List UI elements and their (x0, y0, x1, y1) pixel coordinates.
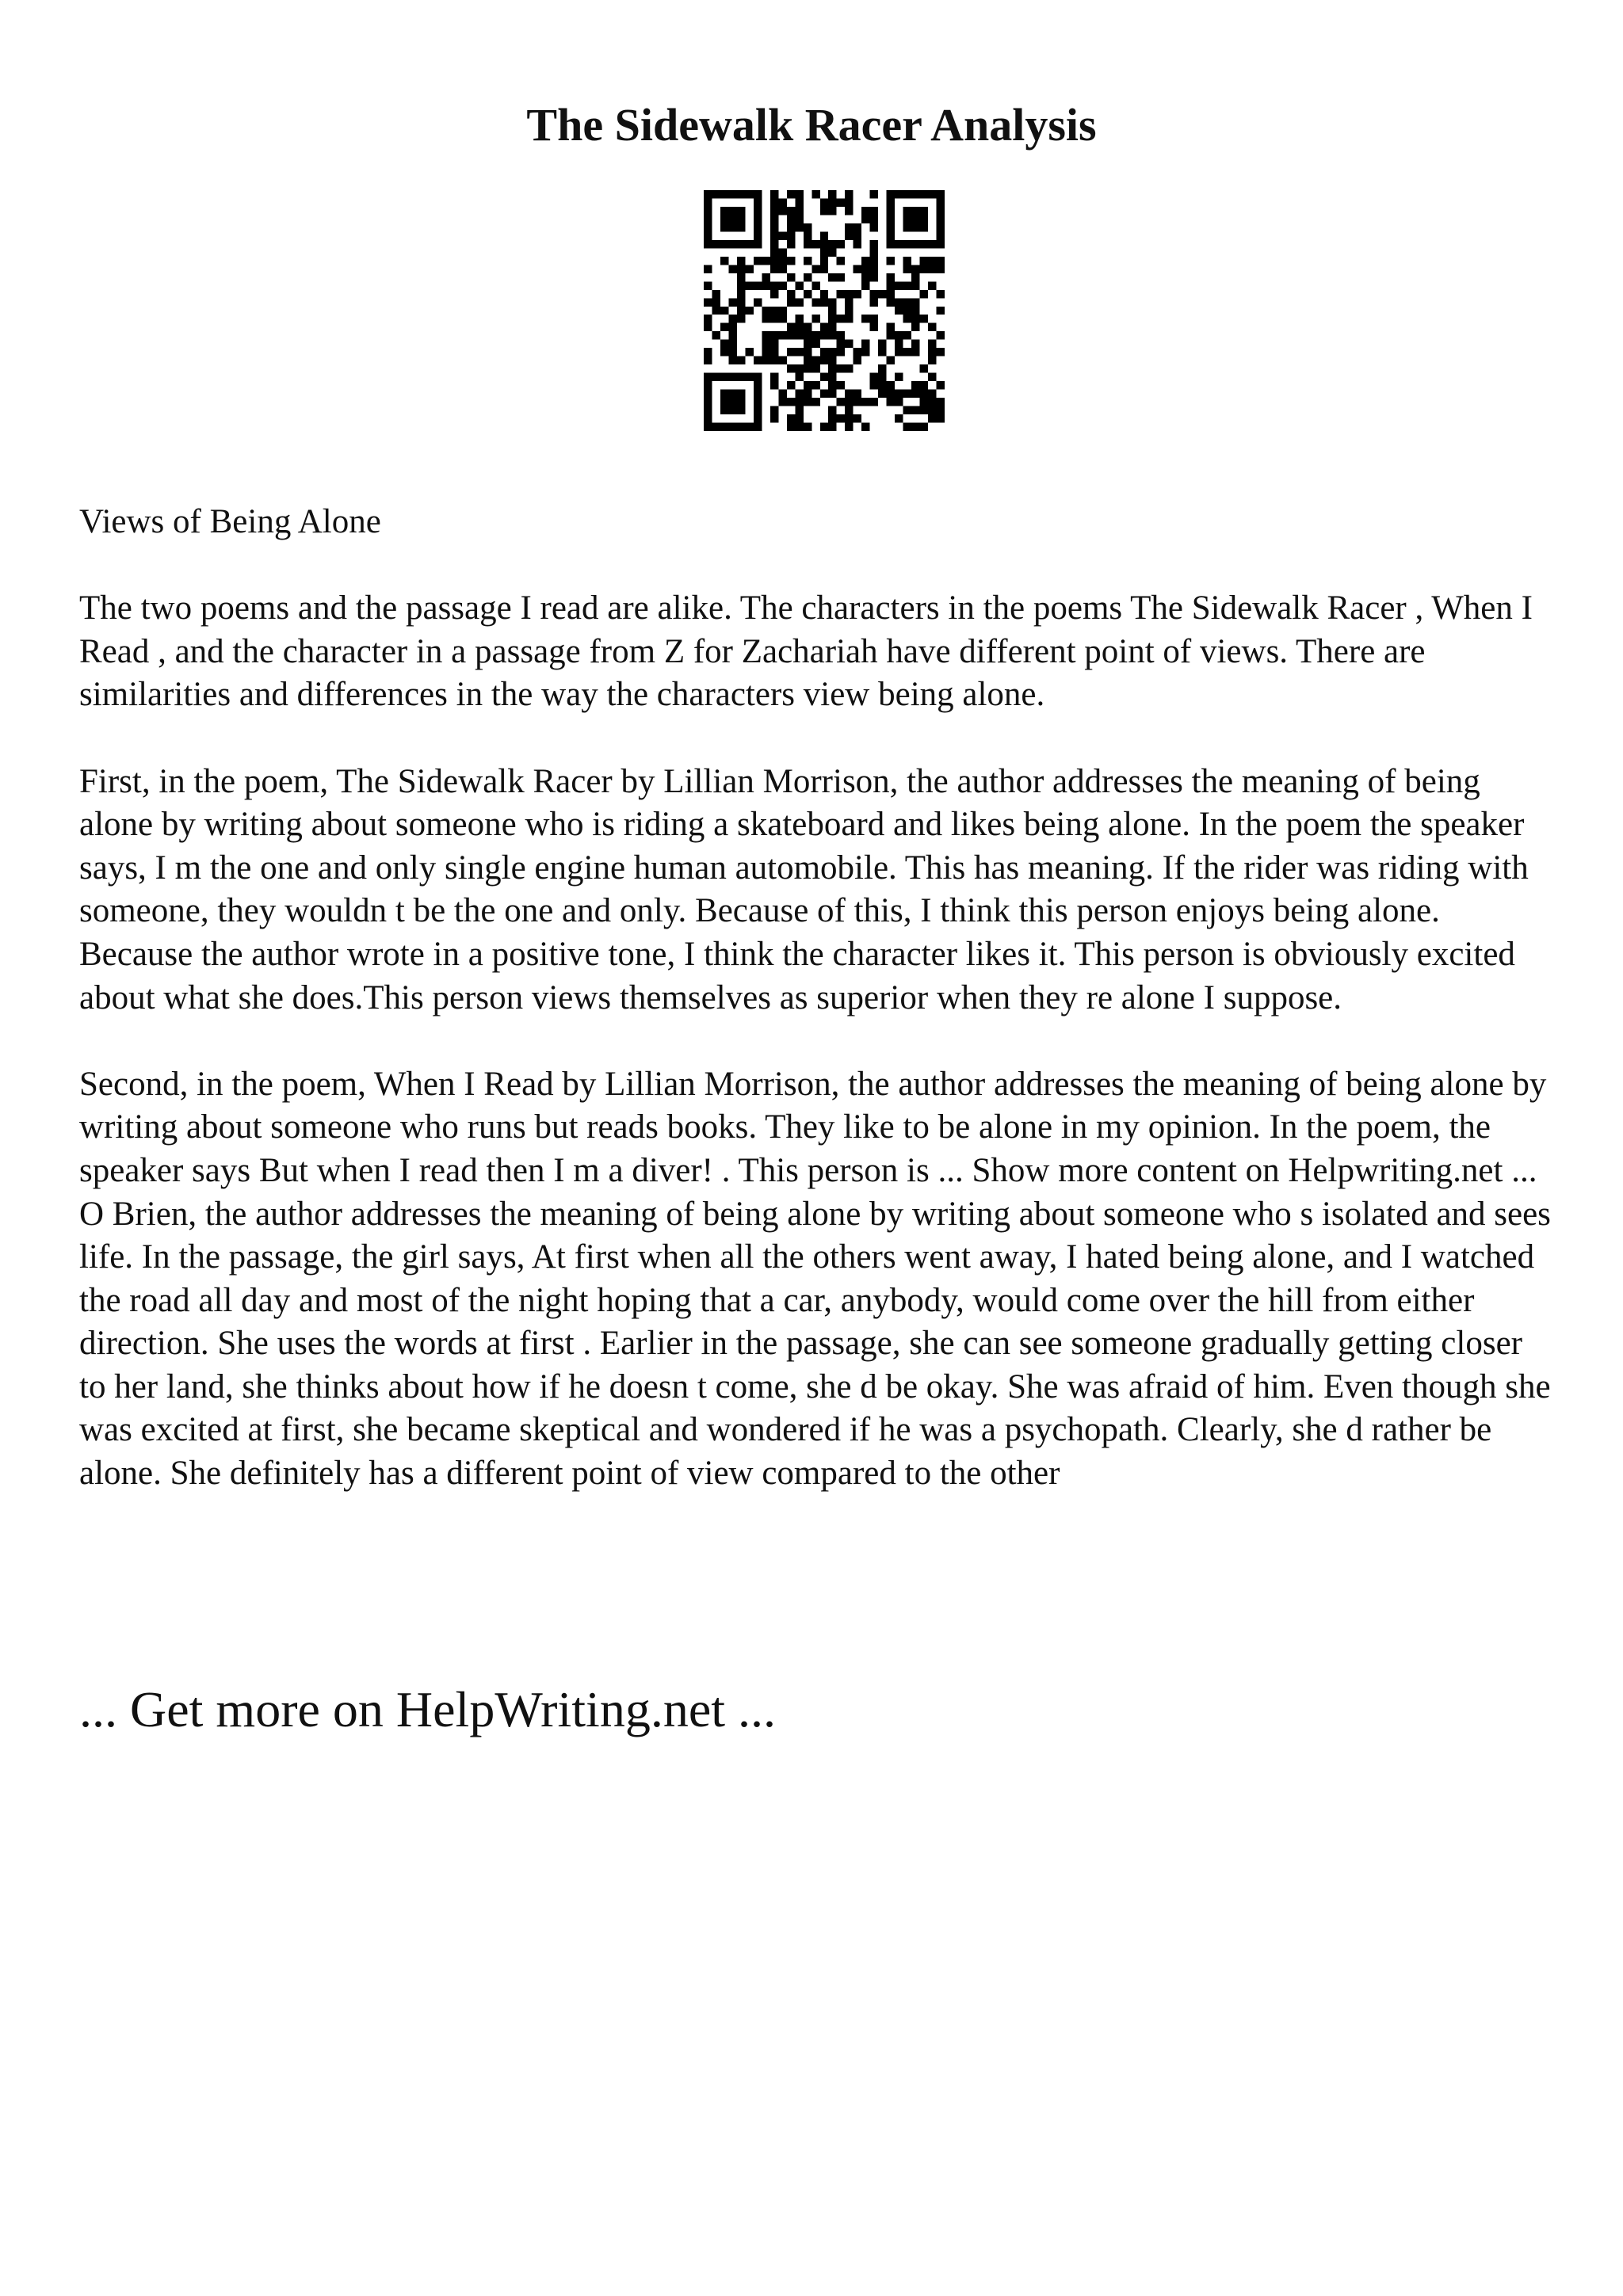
section-heading: Views of Being Alone (79, 503, 381, 540)
qr-code-icon (704, 190, 945, 431)
paragraph-intro: The two poems and the passage I read are alike. The characters in the poems The Sidewalk Racer , When I Read , and the character in a passage from Z for Zachariah have different point of views. There are similarities and differences in the way the characters view being alone. (79, 589, 1533, 714)
get-more-link[interactable]: ... Get more on HelpWriting.net ... (79, 1681, 776, 1737)
page-title: The Sidewalk Racer Analysis (526, 99, 1097, 151)
document-body (79, 501, 1553, 1496)
paragraph-sidewalk-racer: First, in the poem, The Sidewalk Racer by Lillian Morrison, the author addresses the meaning of being alone by writing about someone who is riding a skateboard and likes being alone. In the poem the speaker says, I m the one and only single engine human automobile. This has meaning. If the rider was riding with someone, they wouldn t be the one and only. Because of this, I think this person enjoys being alone. Because the author wrote in a positive tone, I think the character likes it. This person is obviously excited about what she does.This person views themselves as superior when they re alone I suppose. (79, 762, 1529, 1016)
paragraph-z-for-zachariah: O Brien, the author addresses the meaning of being alone by writing about someone who s isolated and sees life. In the passage, the girl says, At first when all the others went away, I hated being alone, and I watched the road all day and most of the night hoping that a car, anybody, would come over the hill from either direction. She uses the words at first . Earlier in the passage, she can see someone gradually getting closer to her land, she thinks about how if he doesn t come, she d be okay. She was afraid of him. Even though she was excited at first, she became skeptical and wondered if he was a psychopath. Clearly, she d rather be alone. She definitely has a different point of view compared to the other (79, 1195, 1551, 1493)
paragraph-when-i-read: Second, in the poem, When I Read by Lillian Morrison, the author addresses the meaning of being alone by writing about someone who runs but reads books. They like to be alone in my opinion. In the poem, the speaker says But when I read then I m a diver! . This person is ... Show more content on Helpwriting.net ... (79, 1065, 1547, 1189)
